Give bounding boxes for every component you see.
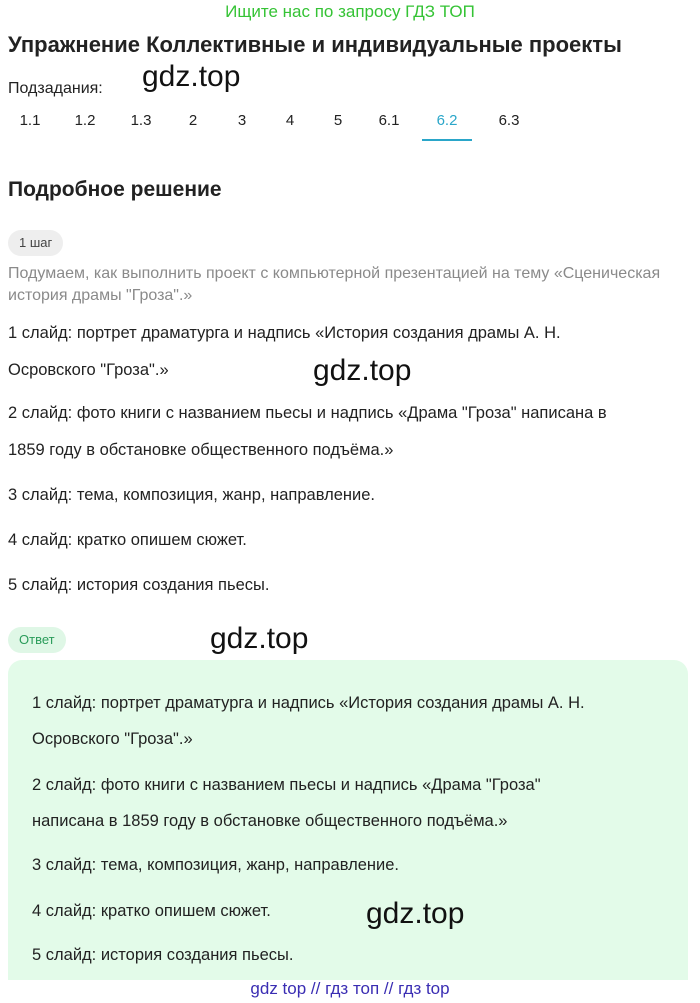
tab-6-1[interactable]: 6.1 (378, 112, 400, 129)
solution-line: 2 слайд: фото книги с названием пьесы и надпись «Драма "Гроза" написана в (8, 404, 607, 422)
tab-1-3[interactable]: 1.3 (130, 112, 152, 129)
answer-line: 4 слайд: кратко опишем сюжет. (32, 902, 271, 920)
answer-line: Осровского "Гроза".» (32, 730, 193, 748)
watermark: gdz.top (313, 354, 412, 387)
solution-line: 1859 году в обстановке общественного подъёма.» (8, 441, 394, 459)
watermark: gdz.top (366, 897, 465, 930)
tab-4[interactable]: 4 (285, 112, 295, 129)
watermark: gdz.top (210, 622, 309, 655)
subtasks-label: Подзадания: (8, 80, 103, 97)
answer-line: 1 слайд: портрет драматурга и надпись «История создания драмы А. Н. (32, 694, 585, 712)
answer-line: 3 слайд: тема, композиция, жанр, направление. (32, 856, 399, 874)
step-badge: 1 шаг (8, 230, 63, 256)
answer-badge: Ответ (8, 627, 66, 653)
tab-3[interactable]: 3 (237, 112, 247, 129)
tab-5[interactable]: 5 (333, 112, 343, 129)
watermark: gdz.top (142, 60, 241, 93)
tab-1-1[interactable]: 1.1 (19, 112, 41, 129)
solution-line: 4 слайд: кратко опишем сюжет. (8, 531, 247, 549)
tab-1-2[interactable]: 1.2 (74, 112, 96, 129)
footer-links[interactable]: gdz top // гдз топ // гдз top (250, 979, 450, 998)
solution-line: 3 слайд: тема, композиция, жанр, направление. (8, 486, 375, 504)
section-title: Подробное решение (8, 178, 222, 201)
solution-line: 1 слайд: портрет драматурга и надпись «История создания драмы А. Н. (8, 324, 561, 342)
tab-6-2[interactable]: 6.2 (422, 107, 472, 141)
hint-text: Подумаем, как выполнить проект с компьютерной презентацией на тему «Сценическая история драмы "Гроза".» (8, 265, 661, 304)
solution-line: 5 слайд: история создания пьесы. (8, 576, 270, 594)
subtask-tabs (8, 107, 688, 141)
tab-6-3[interactable]: 6.3 (498, 112, 520, 129)
answer-line: написана в 1859 году в обстановке общественного подъёма.» (32, 812, 508, 830)
answer-line: 5 слайд: история создания пьесы. (32, 946, 294, 964)
page-title: Упражнение Коллективные и индивидуальные проекты (8, 32, 622, 57)
answer-line: 2 слайд: фото книги с названием пьесы и надпись «Драма "Гроза" (32, 776, 541, 794)
tab-2[interactable]: 2 (188, 112, 198, 129)
answer-box (8, 660, 688, 980)
solution-line: Осровского "Гроза".» (8, 361, 169, 379)
top-banner[interactable]: Ищите нас по запросу ГДЗ ТОП (225, 2, 475, 21)
